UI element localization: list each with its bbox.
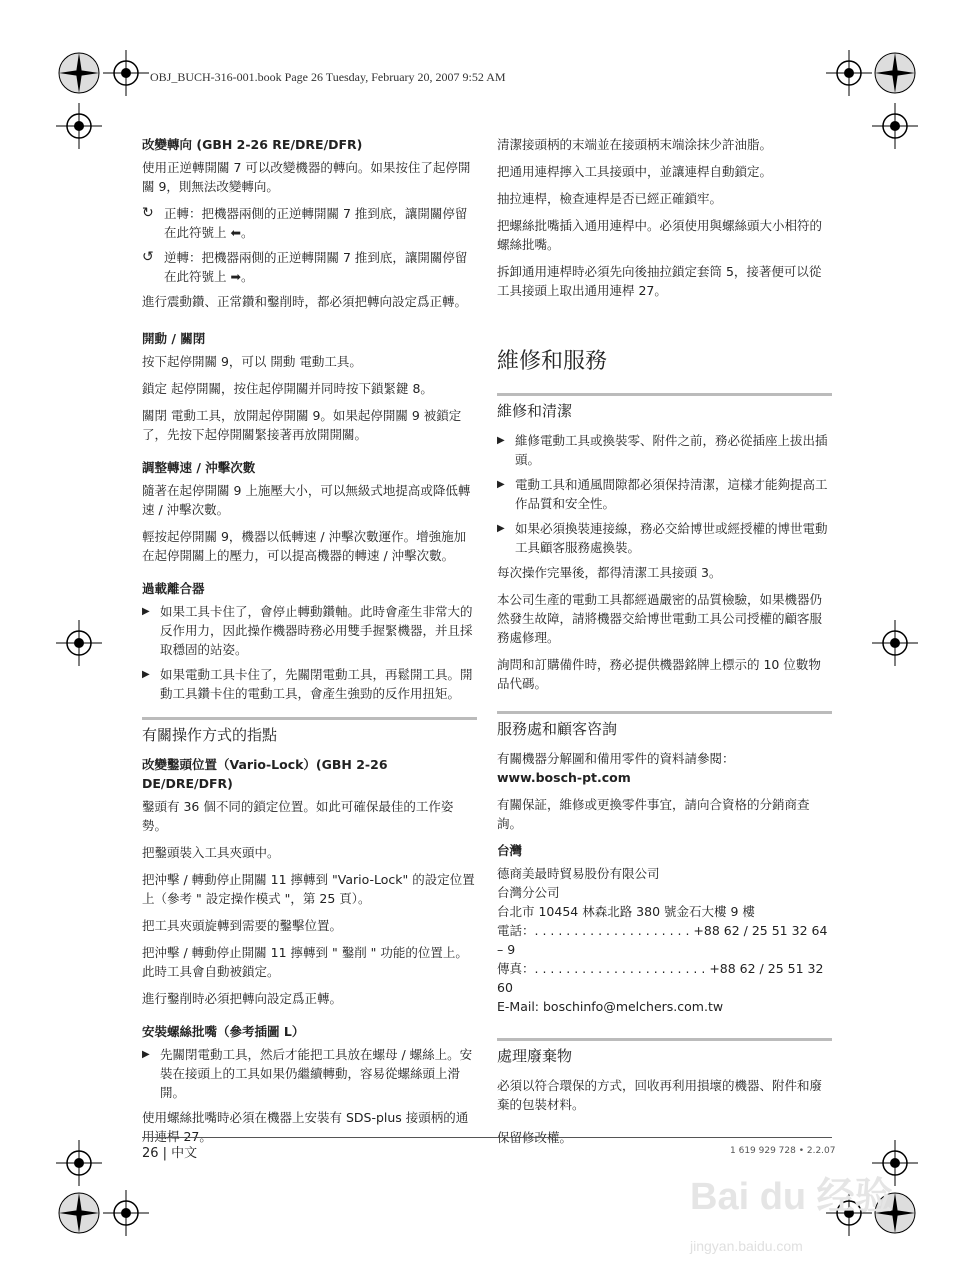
list-item-text: 如果必須換裝連接線，務必交給博世或經授權的博世電動工具顧客服務處換裝。: [515, 521, 828, 555]
heading-clutch: 過載離合器: [142, 581, 205, 596]
paragraph: 鑿頭有 36 個不同的鎖定位置。如此可確保最佳的工作姿勢。: [142, 799, 454, 833]
starburst-mark-icon: [872, 50, 918, 96]
list-item: [497, 519, 832, 557]
paragraph: 每次操作完畢後，都得清潔工具接頭 3。: [497, 565, 722, 580]
paragraph: 鎖定 起停開關，按住起停開關并同時按下鎖緊鍵 8。: [142, 381, 433, 396]
bullet-triangle-icon: ▶: [142, 606, 150, 617]
registration-mark-icon: [872, 103, 918, 149]
starburst-mark-icon: [56, 50, 102, 96]
list-item: [142, 602, 477, 659]
address-line: 台灣分公司: [497, 885, 560, 900]
paragraph: 把沖擊 / 轉動停止開關 11 擰轉到 "Vario-Lock" 的設定位置上（參考 " 設定操作模式 "，第 25 頁）。: [142, 872, 475, 906]
list-item: [142, 248, 477, 286]
paragraph: 使用正逆轉開關 7 可以改變機器的轉向。如果按住了起停開關 9，則無法改變轉向。: [142, 160, 471, 194]
heading-screwdriver: 安裝螺絲批嘴（參考插圖 L）: [142, 1024, 305, 1039]
right-column: [497, 135, 832, 1155]
bullet-triangle-icon: ▶: [497, 435, 505, 446]
heading-taiwan: 台灣: [497, 843, 523, 858]
heading-rotation: 改變轉向 (GBH 2-26 RE/DRE/DFR): [142, 137, 363, 152]
footer-rule: [142, 1137, 832, 1138]
section-title-operating-tips: 有關操作方式的指點: [142, 717, 477, 745]
list-item: [497, 431, 832, 469]
paragraph: 清潔接頭柄的末端並在接頭柄末端涂抹少許油脂。: [497, 137, 773, 152]
phone-line: 電話：. . . . . . . . . . . . . . . . . . . . +88 62 / 25 51 32 64 – 9: [497, 923, 828, 957]
heading-speed: 調整轉速 / 沖擊次數: [142, 460, 256, 475]
list-item: [142, 204, 477, 242]
paragraph: 把鑿頭裝入工具夾頭中。: [142, 845, 280, 860]
list-item: [142, 1045, 477, 1102]
section-title-maintenance-cleaning: 維修和清潔: [497, 393, 832, 421]
list-item-text: 逆轉：把機器兩側的正逆轉開關 7 推到底，讓開關停留在此符號上 ➡。: [164, 250, 468, 284]
list-item-text: 先關閉電動工具，然后才能把工具放在螺母 / 螺絲上。安裝在接頭上的工具如果仍繼續轉動，容易從螺絲頭上滑開。: [160, 1047, 473, 1100]
fax-line: 傳真：. . . . . . . . . . . . . . . . . . . . . . +88 62 / 25 51 32 60: [497, 961, 824, 995]
document-code: 1 619 929 728 • 2.2.07: [730, 1146, 836, 1156]
registration-mark-icon: [56, 1140, 102, 1186]
paragraph: 進行鑿削時必須把轉向設定爲正轉。: [142, 991, 343, 1006]
bullet-triangle-icon: ▶: [497, 523, 505, 534]
paragraph: 拆卸通用連桿時必須先向後抽拉鎖定套筒 5，接著便可以從 工具接頭上取出通用連桿 27。: [497, 264, 822, 298]
left-column: [142, 135, 477, 1154]
rotate-reverse-icon: ↺: [142, 249, 154, 265]
paragraph: 有關機器分解圖和備用零件的資料請參閱：: [497, 751, 735, 766]
paragraph: 本公司生產的電動工具都經過嚴密的品質檢驗，如果機器仍然發生故障，請將機器交給博世電動工具公司授權的顧客服務處修理。: [497, 592, 823, 645]
heading-on-off: 開動 / 關閉: [142, 331, 206, 346]
paragraph: 把沖擊 / 轉動停止開關 11 擰轉到 " 鑿削 " 功能的位置上。此時工具會自動被鎖定。: [142, 945, 468, 979]
paragraph: 抽拉連桿，檢查連桿是否已經正確鎖牢。: [497, 191, 723, 206]
watermark-url: jingyan.baidu.com: [690, 1238, 803, 1254]
registration-mark-icon: [56, 620, 102, 666]
paragraph: 保留修改權。: [497, 1130, 573, 1145]
starburst-mark-icon: [56, 1190, 102, 1236]
list-item-text: 維修電動工具或換裝零、附件之前，務必從插座上拔出插頭。: [515, 433, 828, 467]
paragraph: 使用螺絲批嘴時必須在機器上安裝有 SDS-plus 接頭柄的通用連桿 27。: [142, 1110, 469, 1144]
registration-mark-icon: [103, 1190, 149, 1236]
paragraph: 關閉 電動工具，放開起停開關 9。如果起停開關 9 被鎖定了，先按下起停開關緊接著再放開開關。: [142, 408, 462, 442]
page-number: 26 | 中文: [142, 1146, 198, 1161]
address-line: 德商美最時貿易股份有限公司: [497, 866, 660, 881]
section-title-service: 服務處和顧客咨詢: [497, 711, 832, 739]
watermark-logo: Bai du 经验: [690, 1176, 893, 1218]
paragraph: 把螺絲批嘴插入通用連桿中。必須使用與螺絲頭大小相符的螺絲批嘴。: [497, 218, 823, 252]
section-title-disposal: 處理廢棄物: [497, 1038, 832, 1066]
registration-mark-icon: [56, 103, 102, 149]
paragraph: 必須以符合環保的方式，回收再利用損壞的機器、附件和廢棄的包裝材料。: [497, 1078, 823, 1112]
printer-header: OBJ_BUCH-316-001.book Page 26 Tuesday, February 20, 2007 9:52 AM: [150, 70, 506, 84]
address-line: 台北市 10454 林森北路 380 號金石大樓 9 樓: [497, 904, 755, 919]
bullet-triangle-icon: ▶: [142, 669, 150, 680]
website-link[interactable]: www.bosch-pt.com: [497, 770, 631, 785]
list-item-text: 如果工具卡住了，會停止轉動鑽軸。此時會產生非常大的反作用力，因此操作機器時務必用雙手握緊機器，并且採取穩固的站姿。: [160, 604, 473, 657]
list-item-text: 如果電動工具卡住了，先關閉電動工具，再鬆開工具。開動工具鑽卡住的電動工具，會產生強勁的反作用扭矩。: [160, 667, 473, 701]
bullet-triangle-icon: ▶: [142, 1049, 150, 1060]
list-item-text: 正轉：把機器兩側的正逆轉開關 7 推到底，讓開關停留在此符號上 ⬅。: [164, 206, 468, 240]
paragraph: 有關保証，維修或更換零件事宜，請向合資格的分銷商查詢。: [497, 797, 810, 831]
paragraph: 隨著在起停開關 9 上施壓大小，可以無級式地提高或降低轉速 / 沖擊次數。: [142, 483, 471, 517]
bullet-triangle-icon: ▶: [497, 479, 505, 490]
paragraph: 把通用連桿擰入工具接頭中，並讓連桿自動鎖定。: [497, 164, 773, 179]
email-line[interactable]: E-Mail: boschinfo@melchers.com.tw: [497, 999, 724, 1014]
paragraph: 輕按起停開關 9，機器以低轉速 / 沖擊次數運作。增強施加在起停開關上的壓力，可以提高機器的轉速 / 沖擊次數。: [142, 529, 467, 563]
rotate-forward-icon: ↻: [142, 205, 154, 221]
heading-vario-lock: 改變鑿頭位置（Vario-Lock）(GBH 2-26 DE/DRE/DFR): [142, 757, 388, 791]
registration-mark-icon: [826, 50, 872, 96]
list-item: [497, 475, 832, 513]
chapter-title-maintenance: 維修和服務: [497, 349, 608, 374]
list-item-text: 電動工具和通風間隙都必須保持清潔，這樣才能夠提高工作品質和安全性。: [515, 477, 828, 511]
registration-mark-icon: [872, 620, 918, 666]
list-item: [142, 665, 477, 703]
paragraph: 詢問和訂購備件時，務必提供機器銘牌上標示的 10 位數物品代碼。: [497, 657, 821, 691]
paragraph: 按下起停開關 9，可以 開動 電動工具。: [142, 354, 362, 369]
paragraph: 把工具夾頭旋轉到需要的鑿擊位置。: [142, 918, 343, 933]
paragraph: 進行震動鑽、正常鑽和鑿削時，都必須把轉向設定爲正轉。: [142, 294, 468, 309]
registration-mark-icon: [103, 50, 149, 96]
